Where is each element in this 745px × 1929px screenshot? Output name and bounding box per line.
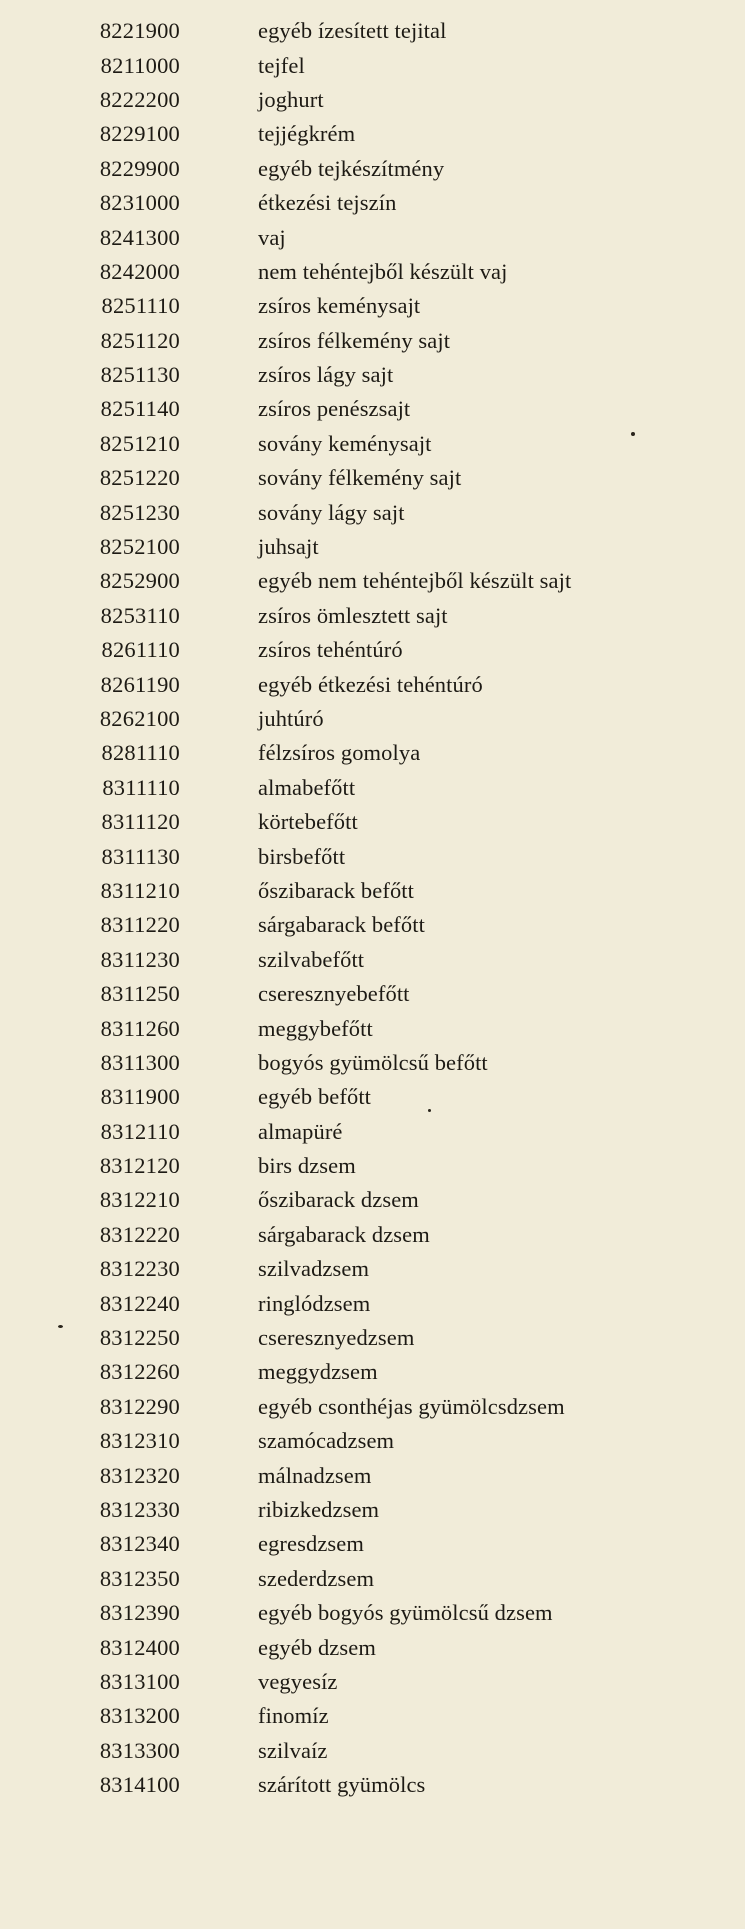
item-code: 8251120 bbox=[100, 327, 180, 353]
item-code: 8311120 bbox=[101, 809, 180, 835]
item-name: finomíz bbox=[258, 1703, 329, 1729]
item-name: egyéb bogyós gyümölcsű dzsem bbox=[258, 1600, 553, 1626]
item-code: 8312320 bbox=[99, 1462, 180, 1488]
item-code: 8312290 bbox=[99, 1393, 180, 1419]
list-item bbox=[0, 702, 745, 736]
list-item bbox=[0, 1527, 745, 1561]
item-code: 8312120 bbox=[99, 1153, 180, 1179]
item-name: őszibarack befőtt bbox=[258, 877, 415, 903]
item-name: sovány félkemény sajt bbox=[258, 465, 462, 491]
item-code: 8312110 bbox=[100, 1118, 180, 1144]
list-item bbox=[0, 1252, 745, 1286]
item-name: körtebefőtt bbox=[258, 809, 358, 835]
item-name: szilvadzsem bbox=[258, 1256, 370, 1282]
item-name: zsíros penészsajt bbox=[258, 396, 411, 422]
list-item bbox=[0, 1768, 745, 1802]
item-code: 8251230 bbox=[99, 499, 180, 525]
item-code: 8312260 bbox=[99, 1359, 180, 1385]
item-code: 8312390 bbox=[99, 1600, 180, 1626]
list-item bbox=[0, 358, 745, 392]
item-code: 8311300 bbox=[100, 1049, 180, 1075]
item-code: 8281110 bbox=[101, 740, 180, 766]
list-item bbox=[0, 633, 745, 667]
item-name: cseresznyedzsem bbox=[258, 1325, 415, 1351]
list-item bbox=[0, 1630, 745, 1664]
list-item bbox=[0, 1562, 745, 1596]
item-name: málnadzsem bbox=[258, 1462, 372, 1488]
list-item bbox=[0, 1390, 745, 1424]
item-name: egyéb nem tehéntejből készült sajt bbox=[258, 568, 572, 594]
list-item bbox=[0, 289, 745, 323]
item-name: tejjégkrém bbox=[258, 121, 356, 147]
list-item bbox=[0, 874, 745, 908]
item-name: ringlódzsem bbox=[258, 1290, 371, 1316]
list-item bbox=[0, 1596, 745, 1630]
item-name: egyéb befőtt bbox=[258, 1084, 372, 1110]
item-code: 8261190 bbox=[100, 671, 180, 697]
item-name: nem tehéntejből készült vaj bbox=[258, 258, 508, 284]
item-name: juhsajt bbox=[258, 534, 319, 560]
item-name: tejfel bbox=[258, 52, 305, 78]
item-code: 8311130 bbox=[101, 843, 180, 869]
list-item bbox=[0, 1115, 745, 1149]
item-code: 8251210 bbox=[99, 430, 180, 456]
item-code: 8312250 bbox=[99, 1325, 180, 1351]
item-code: 8313300 bbox=[99, 1737, 180, 1763]
item-name: cseresznyebefőtt bbox=[258, 981, 410, 1007]
item-name: egyéb csonthéjas gyümölcsdzsem bbox=[258, 1393, 565, 1419]
item-code: 8222200 bbox=[99, 86, 180, 112]
list-item bbox=[0, 1665, 745, 1699]
item-code: 8311900 bbox=[100, 1084, 180, 1110]
list-item bbox=[0, 771, 745, 805]
item-code: 8312350 bbox=[99, 1565, 180, 1591]
item-name: ribizkedzsem bbox=[258, 1496, 380, 1522]
item-name: meggydzsem bbox=[258, 1359, 378, 1385]
list-item bbox=[0, 943, 745, 977]
item-code: 8311210 bbox=[100, 877, 180, 903]
item-name: sovány lágy sajt bbox=[258, 499, 405, 525]
print-speck bbox=[428, 1109, 431, 1112]
list-item bbox=[0, 1355, 745, 1389]
item-name: szilvaíz bbox=[258, 1737, 328, 1763]
list-item bbox=[0, 495, 745, 529]
list-item bbox=[0, 1011, 745, 1045]
item-code: 8253110 bbox=[100, 602, 180, 628]
list-item bbox=[0, 1218, 745, 1252]
item-name: étkezési tejszín bbox=[258, 190, 397, 216]
item-code: 8312220 bbox=[99, 1221, 180, 1247]
item-name: almapüré bbox=[258, 1118, 343, 1144]
item-name: vaj bbox=[258, 224, 286, 250]
list-item bbox=[0, 1493, 745, 1527]
list-item bbox=[0, 324, 745, 358]
item-code: 8251220 bbox=[99, 465, 180, 491]
item-name: szederdzsem bbox=[258, 1565, 375, 1591]
item-code: 8252100 bbox=[99, 534, 180, 560]
item-name: joghurt bbox=[258, 86, 324, 112]
item-name: egyéb ízesített tejital bbox=[258, 18, 447, 44]
item-name: almabefőtt bbox=[258, 774, 356, 800]
item-code: 8312230 bbox=[99, 1256, 180, 1282]
item-code: 8241300 bbox=[99, 224, 180, 250]
item-name: zsíros félkemény sajt bbox=[258, 327, 451, 353]
item-code: 8211000 bbox=[100, 52, 180, 78]
list-item bbox=[0, 1734, 745, 1768]
item-code: 8312400 bbox=[99, 1634, 180, 1660]
item-name: bogyós gyümölcsű befőtt bbox=[258, 1049, 488, 1075]
item-code: 8311220 bbox=[100, 912, 180, 938]
item-name: vegyesíz bbox=[258, 1668, 338, 1694]
item-code: 8262100 bbox=[99, 706, 180, 731]
item-name: egyéb étkezési tehéntúró bbox=[258, 671, 483, 697]
item-name: egyéb dzsem bbox=[258, 1634, 376, 1660]
item-name: zsíros keménysajt bbox=[258, 293, 421, 319]
list-item bbox=[0, 152, 745, 186]
print-speck bbox=[631, 432, 635, 436]
list-item bbox=[0, 1424, 745, 1458]
item-name: szilvabefőtt bbox=[258, 946, 365, 972]
item-code: 8229100 bbox=[99, 121, 180, 147]
list-item bbox=[0, 83, 745, 117]
item-code: 8242000 bbox=[99, 258, 180, 284]
item-code: 8312210 bbox=[99, 1187, 180, 1213]
list-item bbox=[0, 48, 745, 82]
item-code: 8311230 bbox=[100, 946, 180, 972]
item-name: zsíros tehéntúró bbox=[258, 637, 403, 663]
list-item bbox=[0, 1321, 745, 1355]
list-item bbox=[0, 667, 745, 701]
item-name: sovány keménysajt bbox=[258, 430, 432, 456]
list-item bbox=[0, 117, 745, 151]
list-item bbox=[0, 461, 745, 495]
item-code: 8229900 bbox=[99, 155, 180, 181]
list-item bbox=[0, 805, 745, 839]
product-code-list bbox=[0, 14, 745, 1802]
item-name: szárított gyümölcs bbox=[258, 1772, 426, 1798]
item-name: egresdzsem bbox=[258, 1531, 364, 1557]
list-item bbox=[0, 1149, 745, 1183]
item-code: 8311260 bbox=[100, 1015, 180, 1041]
item-code: 8312310 bbox=[99, 1428, 180, 1454]
item-code: 8251110 bbox=[101, 293, 180, 319]
list-item bbox=[0, 839, 745, 873]
item-code: 8251140 bbox=[100, 396, 180, 422]
list-item bbox=[0, 1046, 745, 1080]
item-name: birsbefőtt bbox=[258, 843, 346, 869]
item-name: zsíros ömlesztett sajt bbox=[258, 602, 448, 628]
list-item bbox=[0, 220, 745, 254]
list-item bbox=[0, 392, 745, 426]
item-code: 8252900 bbox=[99, 568, 180, 594]
item-code: 8312330 bbox=[99, 1496, 180, 1522]
item-code: 8313100 bbox=[99, 1668, 180, 1694]
item-code: 8231000 bbox=[99, 190, 180, 216]
list-item bbox=[0, 14, 745, 48]
item-name: meggybefőtt bbox=[258, 1015, 373, 1041]
item-code: 8311250 bbox=[100, 981, 180, 1007]
item-name: őszibarack dzsem bbox=[258, 1187, 419, 1213]
list-item bbox=[0, 1080, 745, 1114]
list-item bbox=[0, 599, 745, 633]
item-name: juhtúró bbox=[258, 706, 324, 731]
item-code: 8251130 bbox=[100, 362, 180, 388]
list-item bbox=[0, 255, 745, 289]
item-name: félzsíros gomolya bbox=[258, 740, 421, 766]
list-item bbox=[0, 908, 745, 942]
list-item bbox=[0, 1286, 745, 1320]
item-code: 8312240 bbox=[99, 1290, 180, 1316]
item-code: 8221900 bbox=[99, 18, 180, 44]
item-name: egyéb tejkészítmény bbox=[258, 155, 445, 181]
list-item bbox=[0, 1699, 745, 1733]
item-code: 8261110 bbox=[101, 637, 180, 663]
item-name: zsíros lágy sajt bbox=[258, 362, 394, 388]
item-code: 8313200 bbox=[99, 1703, 180, 1729]
list-item bbox=[0, 564, 745, 598]
list-item bbox=[0, 530, 745, 564]
list-item bbox=[0, 186, 745, 220]
print-speck bbox=[58, 1325, 63, 1328]
list-item bbox=[0, 736, 745, 770]
item-name: szamócadzsem bbox=[258, 1428, 395, 1454]
item-code: 8311110 bbox=[102, 774, 180, 800]
item-name: sárgabarack befőtt bbox=[258, 912, 425, 938]
item-code: 8312340 bbox=[99, 1531, 180, 1557]
list-item bbox=[0, 977, 745, 1011]
list-item bbox=[0, 1458, 745, 1492]
item-name: birs dzsem bbox=[258, 1153, 356, 1179]
item-code: 8314100 bbox=[99, 1772, 180, 1798]
item-name: sárgabarack dzsem bbox=[258, 1221, 430, 1247]
list-item bbox=[0, 1183, 745, 1217]
